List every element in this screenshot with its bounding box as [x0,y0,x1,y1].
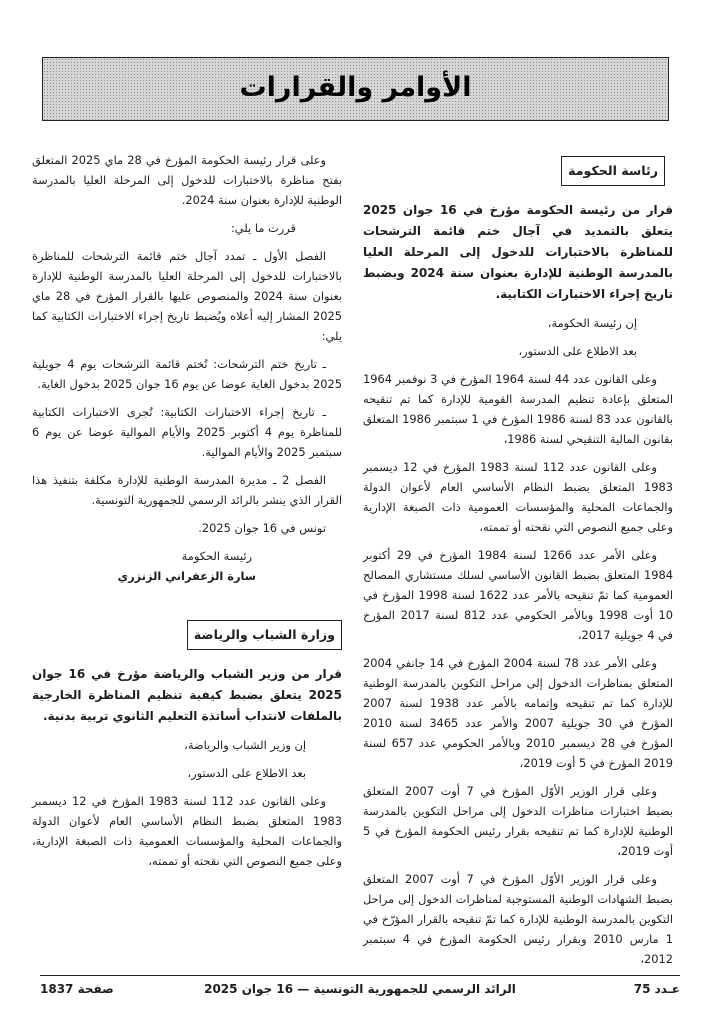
paragraph: وعلى قرار الوزير الأوّل المؤرخ في 7 أوت 2007 المتعلق بضبط الشهادات الوطنية المستوجبة لمناظرات الدخول إلى مراحل التكوين بالمدرسة الوطنية للإدارة كما تمّ تنقيحه بالقرار المؤرّخ في 1 مارس 2010 وبقرار رئيس الحكومة المؤرخ في 4 سبتمبر 2012، [363,872,673,966]
ministry-label: رئاسة الحكومة [561,156,665,186]
article: الفصل 2 ـ مديرة المدرسة الوطنية للإدارة مكلفة بتنفيذ هذا القرار الذي ينشر بالرائد الرسمي للجمهورية التونسية. [32,473,342,507]
paragraph: وعلى الأمر عدد 1266 لسنة 1984 المؤرخ في 29 أكتوبر 1984 المتعلق بضبط القانون الأساسي لسلك مستشاري المصالح العمومية كما تمّ تنقيحه بالأمر عدد 1622 لسنة 1998 المؤرخ في 10 أوت 1998 وبالأمر الحكومي عدد 812 لسنة 2017 المؤرخ في 4 جويلية 2017، [363,548,674,642]
ministry-label: وزارة الشباب والرياضة [187,620,342,650]
paragraph: بعد الاطلاع على الدستور، [518,344,637,358]
paragraph: وعلى القانون عدد 112 لسنة 1983 المؤرخ في 12 ديسمبر 1983 المتعلق بضبط النظام الأساسي العام لأعوان الدولة والجماعات المحلية والمؤسسات العمومية ذات الصبغة الإدارية، وعلى جميع النصوص التي نقحته أو تممته، [32,794,342,868]
decided-heading: قررت ما يلي: [230,221,296,235]
left-column [32,138,342,879]
article: الفصل الأول ـ تمدد آجال ختم قائمة الترشحات للمناظرة بالاختبارات للدخول إلى المرحلة العليا بالمدرسة الوطنية للإدارة بعنوان سنة 2024 والمنصوص عليها بالقرار المؤرخ في 28 ماي 2025 المشار إليه أعلاه ويُضبط تاريخ إجراء الاختبارات الكتابية كما يلي: [32,249,342,343]
paragraph: وعلى الأمر عدد 78 لسنة 2004 المؤرخ في 14 جانفي 2004 المتعلق بمناظرات الدخول إلى مراحل التكوين بالمدرسة الوطنية للإدارة كما تم تنقيحه وإتمامه بالأمر عدد 1938 لسنة 2007 المؤرخ في 30 جويلية 2007 والأمر عدد 3465 لسنة 2010 المؤرخ في 28 ديسمبر 2010 وبالأمر الحكومي عدد 657 لسنة 2019 المؤرخ في 5 أوت 2019، [363,656,673,770]
issue-number: عـدد 75 [633,982,680,996]
decree-title: قرار من وزير الشباب والرياضة مؤرخ في 16 جوان 2025 يتعلق بضبط كيفية تنظيم المناظرة الخارجية بالملفات لانتداب أساتذة التعليم الثانوي تربية بدنية. [32,667,342,723]
paragraph: بعد الاطلاع على الدستور، [187,766,306,780]
signatory-name: سارة الزعفراني الزنزري [117,569,256,583]
paragraph: وعلى القانون عدد 44 لسنة 1964 المؤرخ في 3 نوفمبر 1964 المتعلق بإعادة تنظيم المدرسة القومية للإدارة كما تم تنقيحه بالقانون عدد 83 لسنة 1986 المؤرخ في 1 سبتمبر 1986 المتعلق بقانون المالية التنقيحي لسنة 1986، [363,372,674,446]
paragraph: وعلى قرار رئيسة الحكومة المؤرخ في 28 ماي 2025 المتعلق بفتح مناظرة بالاختبارات للدخول إلى المرحلة العليا بالمدرسة الوطنية للإدارة بعنوان سنة 2024. [32,153,342,207]
decree-title: قرار من رئيسة الحكومة مؤرخ في 16 جوان 2025 يتعلق بالتمديد في آجال ختم قائمة الترشحات للمناظرة بالاختبارات للدخول إلى المرحلة العليا بالمدرسة الوطنية للإدارة بعنوان سنة 2024 وبضبط تاريخ إجراء الاختبارات الكتابية. [363,203,673,301]
page-number: صفحة 1837 [40,982,114,996]
paragraph: وعلى القانون عدد 112 لسنة 1983 المؤرخ في 12 ديسمبر 1983 المتعلق بضبط النظام الأساسي العام لأعوان الدولة والجماعات المحلية والمؤسسات العمومية ذات الصبغة الإدارية وعلى جميع النصوص التي نقحته أو تممته، [363,460,673,534]
paragraph: وعلى قرار الوزير الأوّل المؤرخ في 7 أوت 2007 المتعلق بضبط اختبارات مناظرات الدخول إلى مراحل التكوين بالمدرسة الوطنية للإدارة كما تم تنقيحه بقرار رئيس الحكومة المؤرخ في 5 أوت 2019، [363,784,673,858]
signatory-title: رئيسة الحكومة [181,549,252,563]
list-item: ـ تاريخ إجراء الاختبارات الكتابية: تُجرى الاختبارات الكتابية للمناظرة يوم 4 أكتوبر 2025 والأيام الموالية عوضا عن يوم 6 سبتمبر 2025 والأيام الموالية. [32,405,342,459]
section-banner [42,57,669,121]
paragraph: إن وزير الشباب والرياضة، [184,738,306,752]
right-column [363,138,673,977]
date-place: تونس في 16 جوان 2025. [198,521,326,535]
page-footer [40,975,680,1006]
list-item: ـ تاريخ ختم الترشحات: تُختم قائمة الترشحات يوم 4 جويلية 2025 بدخول الغاية عوضا عن يوم 16 جوان 2025 بدخول الغاية. [32,357,342,391]
paragraph: إن رئيسة الحكومة، [547,316,637,330]
section-title: الأوامر والقرارات [239,71,472,103]
signature-block [32,546,342,586]
gazette-title: الرائد الرسمي للجمهورية التونسية — 16 جوان 2025 [204,982,516,996]
